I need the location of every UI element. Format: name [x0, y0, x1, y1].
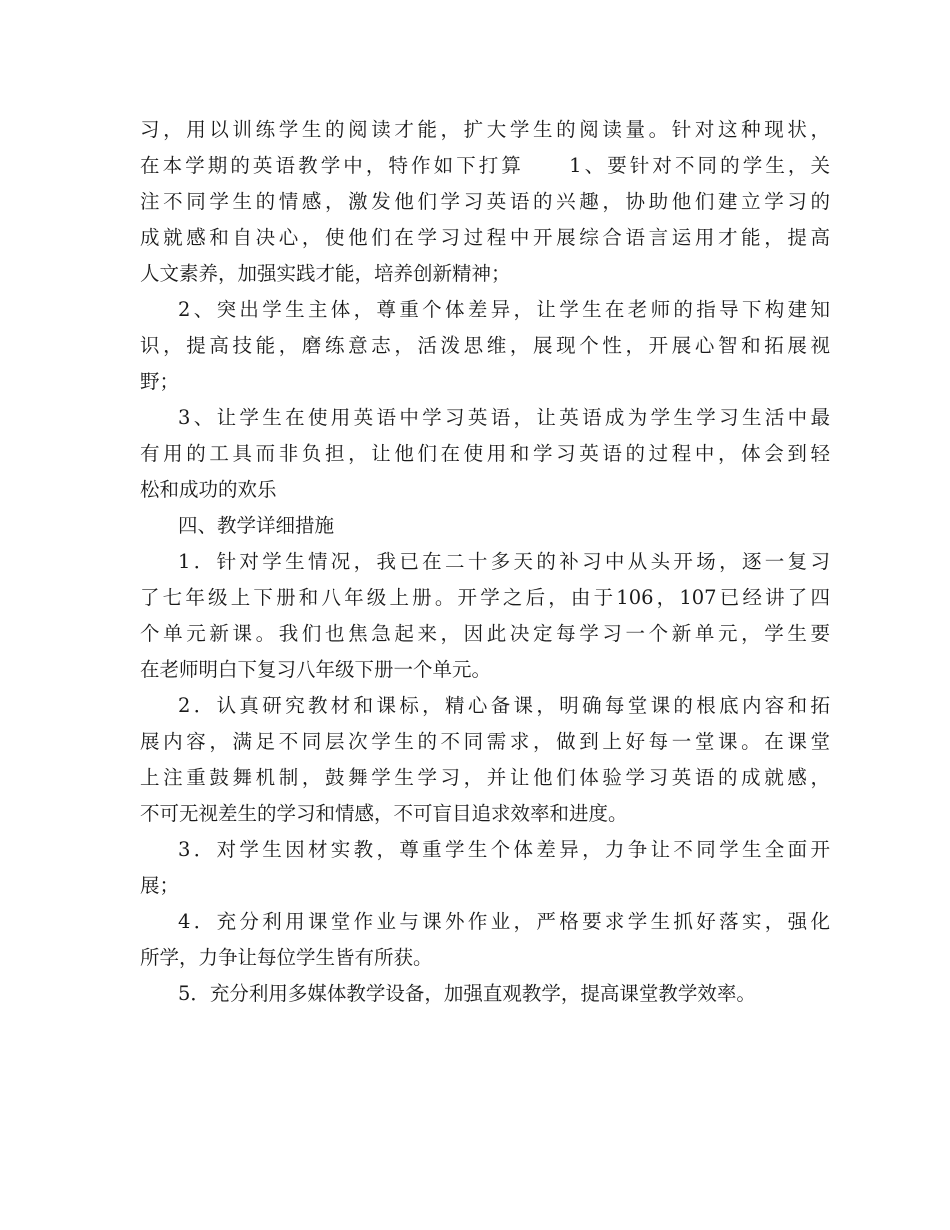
text-line: 3．对学生因材实教，尊重学生个体差异，力争让不同学生全面开 — [178, 838, 830, 861]
text-line: 注不同学生的情感，激发他们学习英语的兴趣，协助他们建立学习的 — [140, 190, 830, 213]
text-line: 个单元新课。我们也焦急起来，因此决定每学习一个新单元，学生要 — [140, 622, 830, 645]
text-line: 野； — [140, 370, 180, 393]
text-line: 成就感和自决心，使他们在学习过程中开展综合语言运用才能，提高 — [140, 226, 830, 249]
text-line: 上注重鼓舞机制，鼓舞学生学习，并让他们体验学习英语的成就感， — [140, 766, 830, 789]
text-line: 有用的工具而非负担，让他们在使用和学习英语的过程中，体会到轻 — [140, 442, 830, 465]
text-line: 4．充分利用课堂作业与课外作业，严格要求学生抓好落实，强化 — [178, 910, 830, 933]
text-line: 习，用以训练学生的阅读才能，扩大学生的阅读量。针对这种现状， — [140, 118, 830, 141]
text-line: 2、突出学生主体，尊重个体差异，让学生在老师的指导下构建知 — [178, 298, 830, 321]
text-line: 2．认真研究教材和课标，精心备课，明确每堂课的根底内容和拓 — [178, 694, 830, 717]
text-line: 在老师明白下复习八年级下册一个单元。 — [140, 658, 492, 681]
text-line: 展； — [140, 874, 180, 897]
text-line: 所学，力争让每位学生皆有所获。 — [140, 946, 433, 969]
text-line: 不可无视差生的学习和情感，不可盲目追求效率和进度。 — [140, 802, 628, 825]
text-line: 展内容，满足不同层次学生的不同需求，做到上好每一堂课。在课堂 — [140, 730, 830, 753]
text-line: 识，提高技能，磨练意志，活泼思维，展现个性，开展心智和拓展视 — [140, 334, 830, 357]
text-line: 在本学期的英语教学中，特作如下打算 1、要针对不同的学生，关 — [140, 154, 830, 177]
section-heading: 四、教学详细措施 — [178, 514, 335, 537]
text-line: 了七年级上下册和八年级上册。开学之后，由于106，107已经讲了四 — [140, 586, 830, 609]
document-body — [140, 112, 830, 1012]
text-line: 5．充分利用多媒体教学设备，加强直观教学，提高课堂教学效率。 — [178, 982, 756, 1005]
text-line: 1．针对学生情况，我已在二十多天的补习中从头开场，逐一复习 — [178, 550, 830, 573]
text-line: 松和成功的欢乐 — [140, 478, 277, 501]
text-line: 人文素养，加强实践才能，培养创新精神； — [140, 262, 511, 285]
text-line: 3、让学生在使用英语中学习英语，让英语成为学生学习生活中最 — [178, 406, 830, 429]
